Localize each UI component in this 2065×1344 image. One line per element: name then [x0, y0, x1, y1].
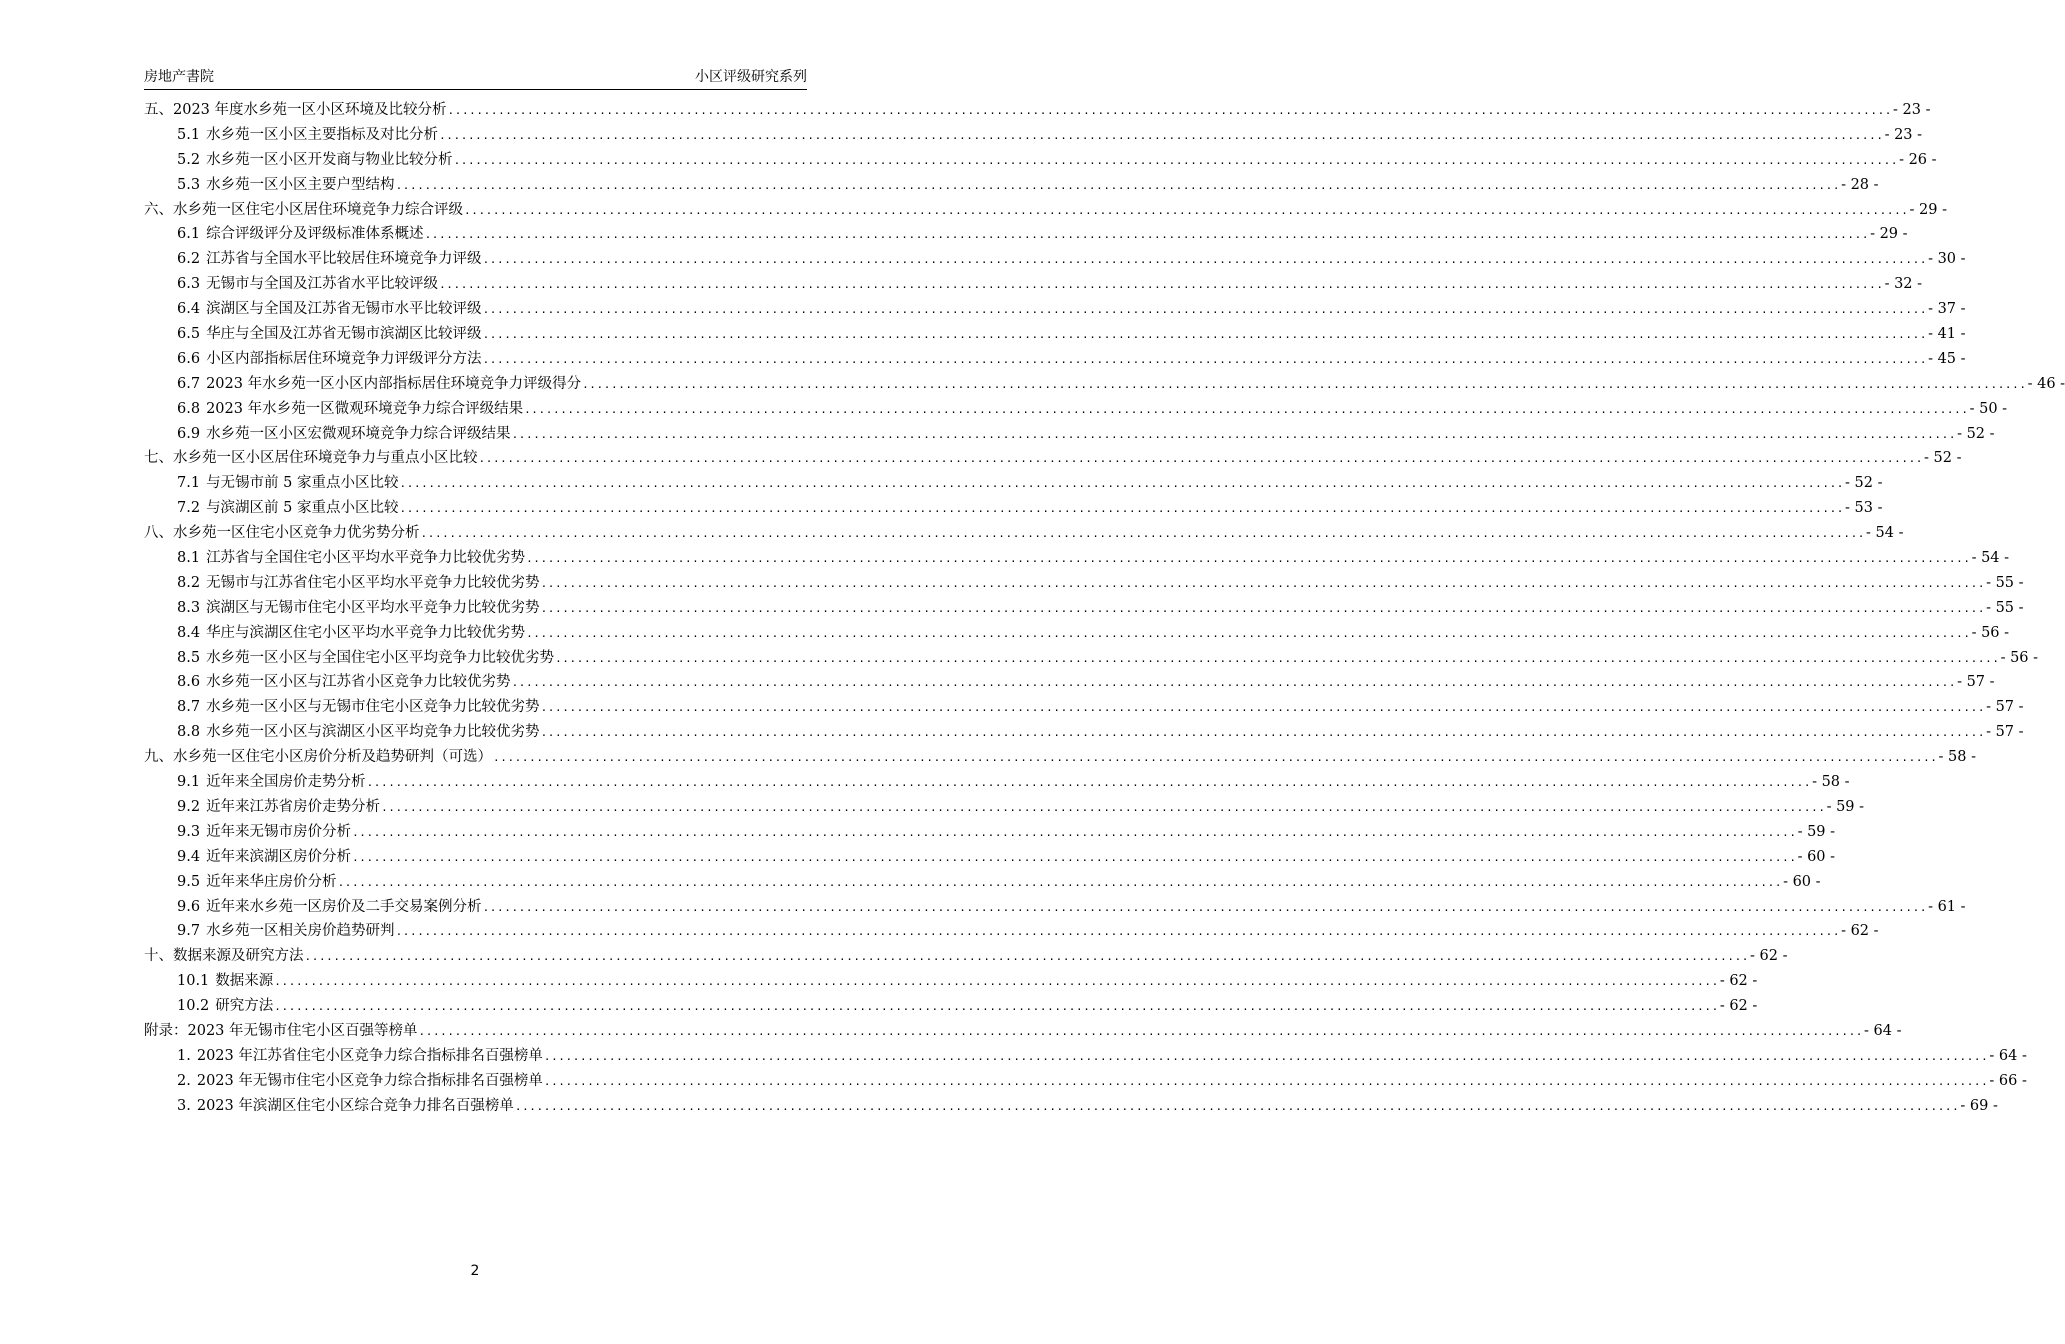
- toc-entry-title: 水乡苑一区小区开发商与物业比较分析: [206, 151, 453, 168]
- toc-dot-leader: ........................................................................................................................................................................................................: [511, 427, 1957, 441]
- toc-dot-leader: ........................................................................................................................................................................................................: [395, 178, 1841, 192]
- toc-subsection-entry[interactable]: [144, 571, 2024, 596]
- toc-subsection-entry[interactable]: [144, 148, 1937, 173]
- toc-subsection-entry[interactable]: [144, 870, 1821, 895]
- toc-entry-page: - 56 -: [2000, 649, 2039, 666]
- toc-entry-title: 水乡苑一区小区与无锡市住宅小区竞争力比较优劣势: [206, 699, 540, 716]
- toc-dot-leader: ........................................................................................................................................................................................................: [555, 651, 2000, 665]
- toc-entry-page: - 30 -: [1928, 251, 1966, 268]
- toc-dot-leader: ........................................................................................................................................................................................................: [453, 153, 1899, 167]
- toc-subsection-entry[interactable]: [144, 123, 1923, 148]
- toc-entry-number: 6.3: [177, 276, 201, 293]
- toc-dot-leader: ........................................................................................................................................................................................................: [304, 950, 1750, 964]
- header-publisher: 房地产書院: [144, 69, 214, 85]
- toc-entry-title: 华庄与全国及江苏省无锡市滨湖区比较评级: [206, 326, 482, 343]
- toc-entry-number: 9.2: [177, 798, 201, 815]
- toc-dot-leader: ........................................................................................................................................................................................................: [352, 825, 1797, 839]
- toc-dot-leader: ........................................................................................................................................................................................................: [399, 502, 1845, 516]
- toc-entry-title: 水乡苑一区小区宏微观环境竞争力综合评级结果: [206, 425, 511, 442]
- toc-entry-page: - 64 -: [1989, 1047, 2027, 1064]
- toc-entry-page: - 69 -: [1960, 1097, 1998, 1114]
- toc-dot-leader: ........................................................................................................................................................................................................: [274, 975, 1719, 989]
- toc-entry-title: 五、2023 年度水乡苑一区小区环境及比较分析: [144, 102, 447, 118]
- toc-entry-title: 与滨湖区前 5 家重点小区比较: [206, 500, 399, 517]
- toc-entry-number: 7.2: [177, 500, 201, 517]
- toc-entry-title: 水乡苑一区小区与江苏省小区竞争力比较优劣势: [206, 674, 511, 691]
- toc-entry-page: - 41 -: [1928, 326, 1966, 343]
- toc-section-entry[interactable]: [144, 198, 1947, 223]
- toc-entry-page: - 37 -: [1928, 301, 1966, 318]
- toc-entry-title: 2023 年水乡苑一区小区内部指标居住环境竞争力评级得分: [206, 375, 582, 392]
- toc-entry-number: 7.1: [177, 475, 201, 492]
- toc-entry-page: - 62 -: [1719, 973, 1758, 990]
- toc-subsection-entry[interactable]: [144, 795, 1865, 820]
- toc-entry-title: 近年来无锡市房价分析: [206, 823, 352, 840]
- toc-dot-leader: ........................................................................................................................................................................................................: [399, 477, 1845, 491]
- toc-entry-number: 9.6: [177, 898, 201, 915]
- toc-dot-leader: ........................................................................................................................................................................................................: [524, 402, 1969, 416]
- toc-dot-leader: ........................................................................................................................................................................................................: [439, 128, 1884, 142]
- toc-entry-number: 5.3: [177, 176, 201, 193]
- toc-entry-title: 2023 年江苏省住宅小区竞争力综合指标排名百强榜单: [196, 1047, 543, 1064]
- toc-entry-number: 8.8: [177, 724, 201, 741]
- toc-dot-leader: ........................................................................................................................................................................................................: [540, 601, 1986, 615]
- toc-entry-page: - 55 -: [1986, 574, 2024, 591]
- toc-dot-leader: ........................................................................................................................................................................................................: [511, 676, 1957, 690]
- toc-entry-page: - 66 -: [1989, 1072, 2027, 1089]
- toc-entry-title: 2023 年无锡市住宅小区竞争力综合指标排名百强榜单: [196, 1072, 543, 1089]
- toc-subsection-entry[interactable]: [144, 173, 1879, 198]
- toc-entry-title: 综合评级评分及评级标准体系概述: [206, 226, 424, 243]
- toc-entry-title: 近年来滨湖区房价分析: [206, 848, 352, 865]
- toc-dot-leader: ........................................................................................................................................................................................................: [482, 328, 1928, 342]
- toc-subsection-entry[interactable]: [144, 895, 1966, 920]
- toc-subsection-entry[interactable]: [144, 621, 2010, 646]
- toc-dot-leader: ........................................................................................................................................................................................................: [582, 377, 2027, 391]
- toc-entry-page: - 62 -: [1719, 998, 1758, 1015]
- toc-entry-number: 6.5: [177, 326, 201, 343]
- toc-subsection-entry[interactable]: [144, 347, 1966, 372]
- toc-entry-title: 与无锡市前 5 家重点小区比较: [206, 475, 399, 492]
- page-number: 2: [470, 1263, 480, 1279]
- toc-subsection-entry[interactable]: [144, 272, 1923, 297]
- toc-entry-page: - 29 -: [1870, 226, 1908, 243]
- toc-subsection-entry[interactable]: [144, 770, 1850, 795]
- page-header: [144, 66, 807, 86]
- toc-dot-leader: ........................................................................................................................................................................................................: [482, 303, 1928, 317]
- toc-section-entry[interactable]: [144, 745, 1976, 770]
- toc-entry-page: - 57 -: [1986, 699, 2024, 716]
- toc-entry-title: 水乡苑一区相关房价趋势研判: [206, 923, 395, 940]
- toc-entry-title: 滨湖区与全国及江苏省无锡市水平比较评级: [206, 301, 482, 318]
- toc-entry-title: 九、水乡苑一区住宅小区房价分析及趋势研判（可选）: [144, 749, 492, 766]
- toc-subsection-entry[interactable]: [144, 496, 1883, 521]
- toc-section-entry[interactable]: [144, 446, 1962, 471]
- toc-entry-title: 近年来华庄房价分析: [206, 873, 337, 890]
- toc-entry-number: 9.4: [177, 848, 201, 865]
- toc-dot-leader: ........................................................................................................................................................................................................: [514, 1099, 1960, 1113]
- toc-entry-number: 8.5: [177, 649, 201, 666]
- toc-subsection-entry[interactable]: [144, 994, 1758, 1019]
- toc-entry-page: - 57 -: [1957, 674, 1995, 691]
- toc-subsection-entry[interactable]: [144, 422, 1995, 447]
- toc-dot-leader: ........................................................................................................................................................................................................: [478, 452, 1924, 466]
- toc-entry-number: 9.1: [177, 774, 201, 791]
- table-of-contents: [144, 98, 2065, 1119]
- toc-subsection-entry[interactable]: [144, 845, 1836, 870]
- toc-dot-leader: ........................................................................................................................................................................................................: [439, 278, 1884, 292]
- toc-entry-title: 水乡苑一区小区与全国住宅小区平均竞争力比较优劣势: [206, 649, 555, 666]
- toc-entry-page: - 61 -: [1928, 898, 1966, 915]
- toc-entry-number: 8.3: [177, 599, 201, 616]
- toc-dot-leader: ........................................................................................................................................................................................................: [543, 1074, 1989, 1088]
- toc-entry-title: 江苏省与全国住宅小区平均水平竞争力比较优劣势: [206, 550, 526, 567]
- toc-subsection-entry[interactable]: [144, 919, 1879, 944]
- toc-entry-number: 9.5: [177, 873, 201, 890]
- toc-entry-title: 十、数据来源及研究方法: [144, 948, 304, 965]
- toc-dot-leader: ........................................................................................................................................................................................................: [337, 875, 1783, 889]
- toc-subsection-entry[interactable]: [144, 372, 2065, 397]
- toc-dot-leader: ........................................................................................................................................................................................................: [482, 900, 1928, 914]
- toc-entry-title: 小区内部指标居住环境竞争力评级评分方法: [206, 350, 482, 367]
- toc-entry-number: 6.7: [177, 375, 201, 392]
- toc-entry-number: 6.8: [177, 400, 201, 417]
- toc-entry-number: 10.2: [177, 998, 210, 1015]
- toc-dot-leader: ........................................................................................................................................................................................................: [526, 626, 1971, 640]
- toc-entry-page: - 58 -: [1812, 774, 1850, 791]
- toc-entry-page: - 23 -: [1893, 102, 1931, 118]
- toc-dot-leader: ........................................................................................................................................................................................................: [424, 228, 1870, 242]
- toc-dot-leader: ........................................................................................................................................................................................................: [540, 701, 1986, 715]
- toc-entry-page: - 45 -: [1928, 350, 1966, 367]
- toc-entry-page: - 56 -: [1971, 624, 2010, 641]
- toc-entry-title: 2023 年水乡苑一区微观环境竞争力综合评级结果: [206, 400, 524, 417]
- toc-entry-number: 6.1: [177, 226, 201, 243]
- toc-entry-title: 水乡苑一区小区与滨湖区小区平均竞争力比较优劣势: [206, 724, 540, 741]
- toc-entry-number: 6.4: [177, 301, 201, 318]
- toc-entry-number: 1.: [177, 1047, 191, 1064]
- toc-subsection-entry[interactable]: [144, 322, 1966, 347]
- toc-entry-title: 近年来水乡苑一区房价及二手交易案例分析: [206, 898, 482, 915]
- toc-entry-title: 华庄与滨湖区住宅小区平均水平竞争力比较优劣势: [206, 624, 526, 641]
- toc-dot-leader: ........................................................................................................................................................................................................: [274, 1000, 1719, 1014]
- toc-entry-page: - 59 -: [1797, 823, 1836, 840]
- toc-entry-number: 8.4: [177, 624, 201, 641]
- toc-entry-page: - 52 -: [1957, 425, 1995, 442]
- toc-entry-page: - 60 -: [1783, 873, 1821, 890]
- toc-entry-page: - 23 -: [1884, 126, 1923, 143]
- toc-subsection-entry[interactable]: [144, 247, 1966, 272]
- toc-entry-page: - 52 -: [1924, 450, 1962, 467]
- toc-dot-leader: ........................................................................................................................................................................................................: [526, 552, 1971, 566]
- toc-entry-title: 附录：2023 年无锡市住宅小区百强等榜单: [144, 1022, 418, 1039]
- toc-subsection-entry[interactable]: [144, 695, 2024, 720]
- toc-entry-page: - 28 -: [1841, 176, 1879, 193]
- toc-dot-leader: ........................................................................................................................................................................................................: [447, 104, 1893, 117]
- toc-subsection-entry[interactable]: [144, 222, 1908, 247]
- toc-subsection-entry[interactable]: [144, 297, 1966, 322]
- toc-entry-number: 6.2: [177, 251, 201, 268]
- toc-entry-number: 8.6: [177, 674, 201, 691]
- toc-section-entry[interactable]: [144, 944, 1788, 969]
- toc-subsection-entry[interactable]: [144, 720, 2024, 745]
- toc-section-entry[interactable]: [144, 98, 1931, 123]
- toc-entry-number: 3.: [177, 1097, 191, 1114]
- toc-entry-page: - 55 -: [1986, 599, 2024, 616]
- toc-dot-leader: ........................................................................................................................................................................................................: [420, 527, 1866, 541]
- toc-subsection-entry[interactable]: [144, 1094, 1998, 1119]
- toc-dot-leader: ........................................................................................................................................................................................................: [543, 1049, 1989, 1063]
- toc-entry-title: 2023 年滨湖区住宅小区综合竞争力排名百强榜单: [196, 1097, 514, 1114]
- toc-dot-leader: ........................................................................................................................................................................................................: [482, 253, 1928, 267]
- toc-entry-title: 七、水乡苑一区小区居住环境竞争力与重点小区比较: [144, 450, 478, 467]
- toc-entry-number: 9.7: [177, 923, 201, 940]
- toc-subsection-entry[interactable]: [144, 646, 2039, 671]
- toc-entry-number: 10.1: [177, 973, 210, 990]
- toc-entry-page: - 57 -: [1986, 724, 2024, 741]
- toc-dot-leader: ........................................................................................................................................................................................................: [493, 751, 1938, 765]
- toc-subsection-entry[interactable]: [144, 1044, 2027, 1069]
- toc-entry-title: 水乡苑一区小区主要指标及对比分析: [206, 126, 439, 143]
- toc-entry-title: 八、水乡苑一区住宅小区竞争力优劣势分析: [144, 525, 420, 542]
- toc-dot-leader: ........................................................................................................................................................................................................: [482, 352, 1928, 366]
- toc-dot-leader: ........................................................................................................................................................................................................: [540, 726, 1986, 740]
- toc-dot-leader: ........................................................................................................................................................................................................: [395, 925, 1841, 939]
- toc-entry-page: - 54 -: [1866, 525, 1904, 542]
- toc-subsection-entry[interactable]: [144, 546, 2010, 571]
- toc-entry-number: 6.9: [177, 425, 201, 442]
- toc-entry-page: - 26 -: [1899, 151, 1937, 168]
- toc-entry-page: - 50 -: [1969, 400, 2008, 417]
- toc-subsection-entry[interactable]: [144, 969, 1758, 994]
- toc-entry-page: - 62 -: [1750, 948, 1788, 965]
- toc-entry-page: - 52 -: [1845, 475, 1883, 492]
- toc-entry-page: - 60 -: [1797, 848, 1836, 865]
- toc-entry-title: 水乡苑一区小区主要户型结构: [206, 176, 395, 193]
- toc-entry-number: 2.: [177, 1072, 191, 1089]
- toc-entry-page: - 59 -: [1826, 798, 1865, 815]
- toc-entry-title: 江苏省与全国水平比较居住环境竞争力评级: [206, 251, 482, 268]
- toc-entry-number: 9.3: [177, 823, 201, 840]
- toc-entry-number: 8.2: [177, 574, 201, 591]
- toc-entry-title: 近年来江苏省房价走势分析: [206, 798, 381, 815]
- toc-entry-page: - 64 -: [1864, 1022, 1902, 1039]
- toc-entry-page: - 62 -: [1841, 923, 1879, 940]
- toc-dot-leader: ........................................................................................................................................................................................................: [366, 776, 1812, 790]
- toc-entry-title: 滨湖区与无锡市住宅小区平均水平竞争力比较优劣势: [206, 599, 540, 616]
- toc-subsection-entry[interactable]: [144, 820, 1836, 845]
- toc-entry-number: 5.1: [177, 126, 201, 143]
- toc-entry-title: 无锡市与江苏省住宅小区平均水平竞争力比较优劣势: [206, 574, 540, 591]
- toc-dot-leader: ........................................................................................................................................................................................................: [418, 1024, 1864, 1038]
- toc-entry-page: - 46 -: [2027, 375, 2065, 392]
- toc-entry-page: - 58 -: [1938, 749, 1976, 766]
- toc-entry-page: - 32 -: [1884, 276, 1923, 293]
- toc-subsection-entry[interactable]: [144, 670, 1995, 695]
- toc-entry-title: 数据来源: [215, 973, 274, 990]
- toc-entry-title: 近年来全国房价走势分析: [206, 774, 366, 791]
- toc-dot-leader: ........................................................................................................................................................................................................: [381, 800, 1826, 814]
- toc-entry-title: 六、水乡苑一区住宅小区居住环境竞争力综合评级: [144, 201, 463, 218]
- toc-subsection-entry[interactable]: [144, 1069, 2027, 1094]
- toc-dot-leader: ........................................................................................................................................................................................................: [464, 203, 1909, 217]
- toc-entry-number: 6.6: [177, 350, 201, 367]
- toc-entry-number: 8.1: [177, 550, 201, 567]
- toc-dot-leader: ........................................................................................................................................................................................................: [352, 850, 1797, 864]
- header-divider: [144, 89, 807, 90]
- toc-section-entry[interactable]: [144, 1019, 1902, 1044]
- toc-entry-number: 8.7: [177, 699, 201, 716]
- toc-entry-number: 5.2: [177, 151, 201, 168]
- toc-entry-page: - 54 -: [1971, 550, 2010, 567]
- toc-entry-title: 研究方法: [215, 998, 274, 1015]
- toc-entry-title: 无锡市与全国及江苏省水平比较评级: [206, 276, 439, 293]
- toc-subsection-entry[interactable]: [144, 596, 2024, 621]
- toc-entry-page: - 53 -: [1845, 500, 1883, 517]
- toc-subsection-entry[interactable]: [144, 397, 2008, 422]
- toc-section-entry[interactable]: [144, 521, 1904, 546]
- toc-subsection-entry[interactable]: [144, 471, 1883, 496]
- toc-dot-leader: ........................................................................................................................................................................................................: [540, 576, 1986, 590]
- header-series-title: 小区评级研究系列: [695, 69, 807, 85]
- toc-entry-page: - 29 -: [1909, 201, 1947, 218]
